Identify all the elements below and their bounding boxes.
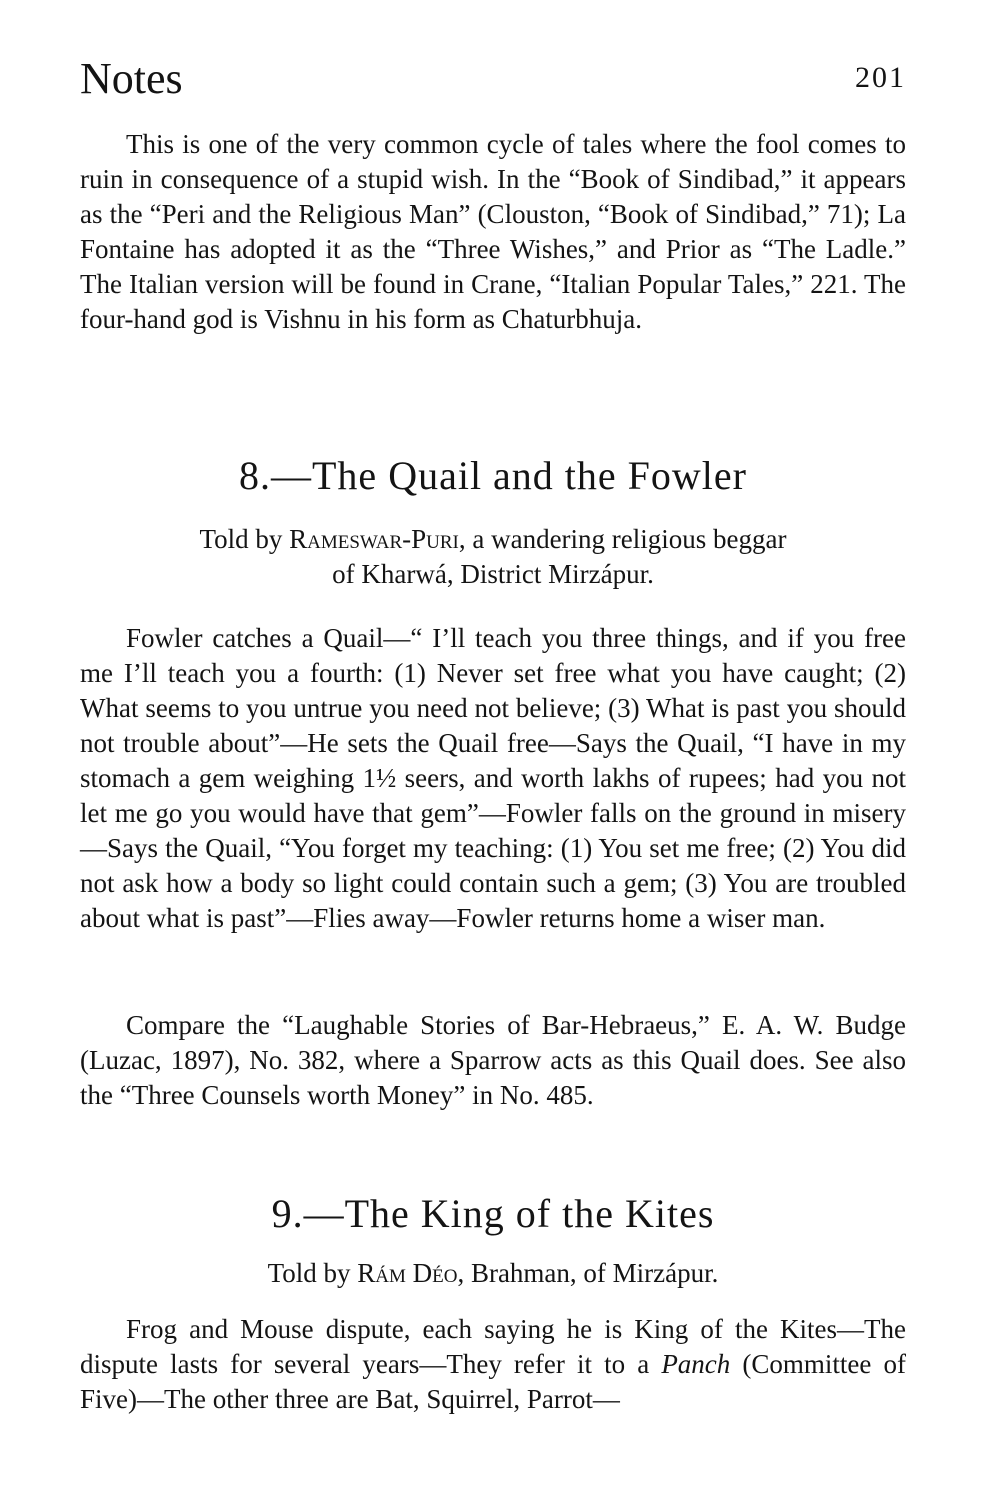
section-9-heading: 9.—The King of the Kites [271,1191,715,1236]
section-9-attribution [80,1256,906,1291]
attribution-suffix: , Brahman, of Mirzápur. [457,1258,719,1288]
intro-note-paragraph: This is one of the very common cycle of tales where the fool comes to ruin in consequence of a stupid wish. In the “Book of Sindibad,” it appears as the “Peri and the Religious Man” (Clouston, “Book of Sindibad,” 71); La Fontaine has adopted it as the “Three Wishes,” and Prior as “The Ladle.” The Italian version will be found in Crane, “Italian Popular Tales,” 221. The four-hand god is Vishnu in his form as Chaturbhuja. [80,129,906,334]
summary-italic-term: Panch [661,1349,731,1379]
section-8-note: Compare the “Laughable Stories of Bar-Hebraeus,” E. A. W. Budge (Luzac, 1897), No. 382, where a Sparrow acts as this Quail does. See also the “Three Counsels worth Money” in No. 485. [80,1010,906,1110]
page-number: 201 [855,61,906,94]
narrator-name: Rameswar-Puri [289,524,459,554]
section-8-heading: 8.—The Quail and the Fowler [239,453,747,498]
attribution-prefix: Told by [267,1258,358,1288]
section-8-attribution [80,522,906,592]
summary-text: (Committee of Five)—The other three are Bat, Squirrel, Parrot— [80,1349,906,1414]
summary-text: Frog and Mouse dispute, each saying he is King of the Kites—The dispute lasts for several years—They refer it to a [80,1314,906,1379]
running-head [80,54,906,104]
attribution-suffix: , a wandering religious beggar [458,524,787,554]
attribution-location: of Kharwá, District Mirzápur. [332,559,654,589]
attribution-prefix: Told by [199,524,290,554]
narrator-name: Rám Déo [357,1258,458,1288]
section-8-summary: Fowler catches a Quail—“ I’ll teach you three things, and if you free me I’ll teach you a fourth: (1) Never set free what you have caught; (2) What seems to you untrue you need not believe; (3) What is past you should not trouble about”—He sets the Quail free—Says the Quail, “I have in my stomach a gem weighing 1½ seers, and worth lakhs of rupees; had you not let me go you would have that gem”—Fowler falls on the ground in misery—Says the Quail, “You forget my teaching: (1) You set me free; (2) You did not ask how a body so light could contain such a gem; (3) You are troubled about what is past”—Flies away—Fowler returns home a wiser man. [80,623,906,933]
section-9-summary [80,1312,906,1417]
running-head-title: Notes [80,54,183,103]
